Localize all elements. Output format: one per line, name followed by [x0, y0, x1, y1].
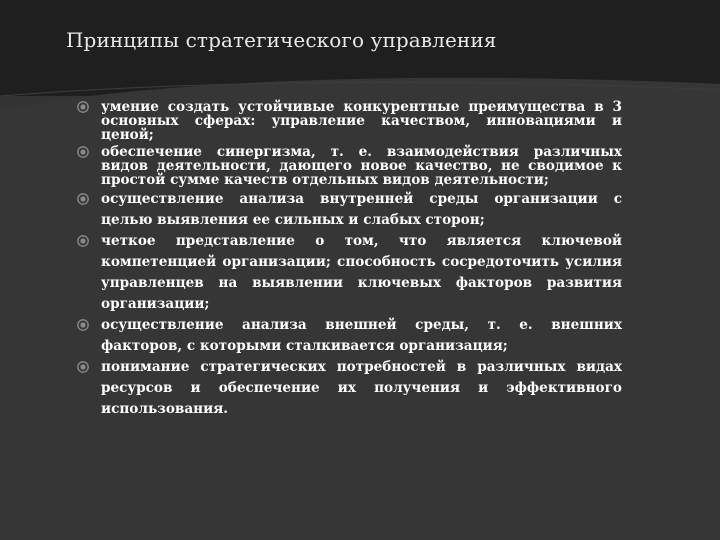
bullet-text: четкое представление о том, что является ключевой компетенцией организации; способность сосредоточить усилия управленцев на выявлении ключевых факторов развития организации; [101, 233, 622, 313]
bullet-text: умение создать устойчивые конкурентные преимущества в 3 основных сферах: управление качеством, инновациями и ценой; [101, 99, 622, 144]
list-item [77, 357, 622, 420]
list-item [77, 100, 622, 143]
slide-title: Принципы стратегического управления [66, 28, 497, 52]
bullet-text: осуществление анализа внутренней среды организации с целью выявления ее сильных и слабых сторон; [101, 191, 622, 229]
bullet-text: понимание стратегических потребностей в различных видах ресурсов и обеспечение их получения и эффективного использования. [101, 359, 622, 418]
list-item [77, 189, 622, 231]
target-circle-icon [77, 101, 89, 113]
bullet-list [77, 100, 622, 420]
target-circle-icon [77, 146, 89, 158]
target-circle-icon [77, 319, 89, 331]
bullet-text: обеспечение синергизма, т. е. взаимодействия различных видов деятельности, дающего новое качество, не сводимое к простой сумме качеств отдельных видов деятельности; [101, 143, 622, 189]
list-item [77, 315, 622, 357]
target-circle-icon [77, 235, 89, 247]
bullet-text: осуществление анализа внешней среды, т. е. внешних факторов, с которыми сталкивается организация; [101, 317, 622, 355]
target-circle-icon [77, 193, 89, 205]
list-item [77, 145, 622, 188]
target-circle-icon [77, 361, 89, 373]
list-item [77, 231, 622, 315]
